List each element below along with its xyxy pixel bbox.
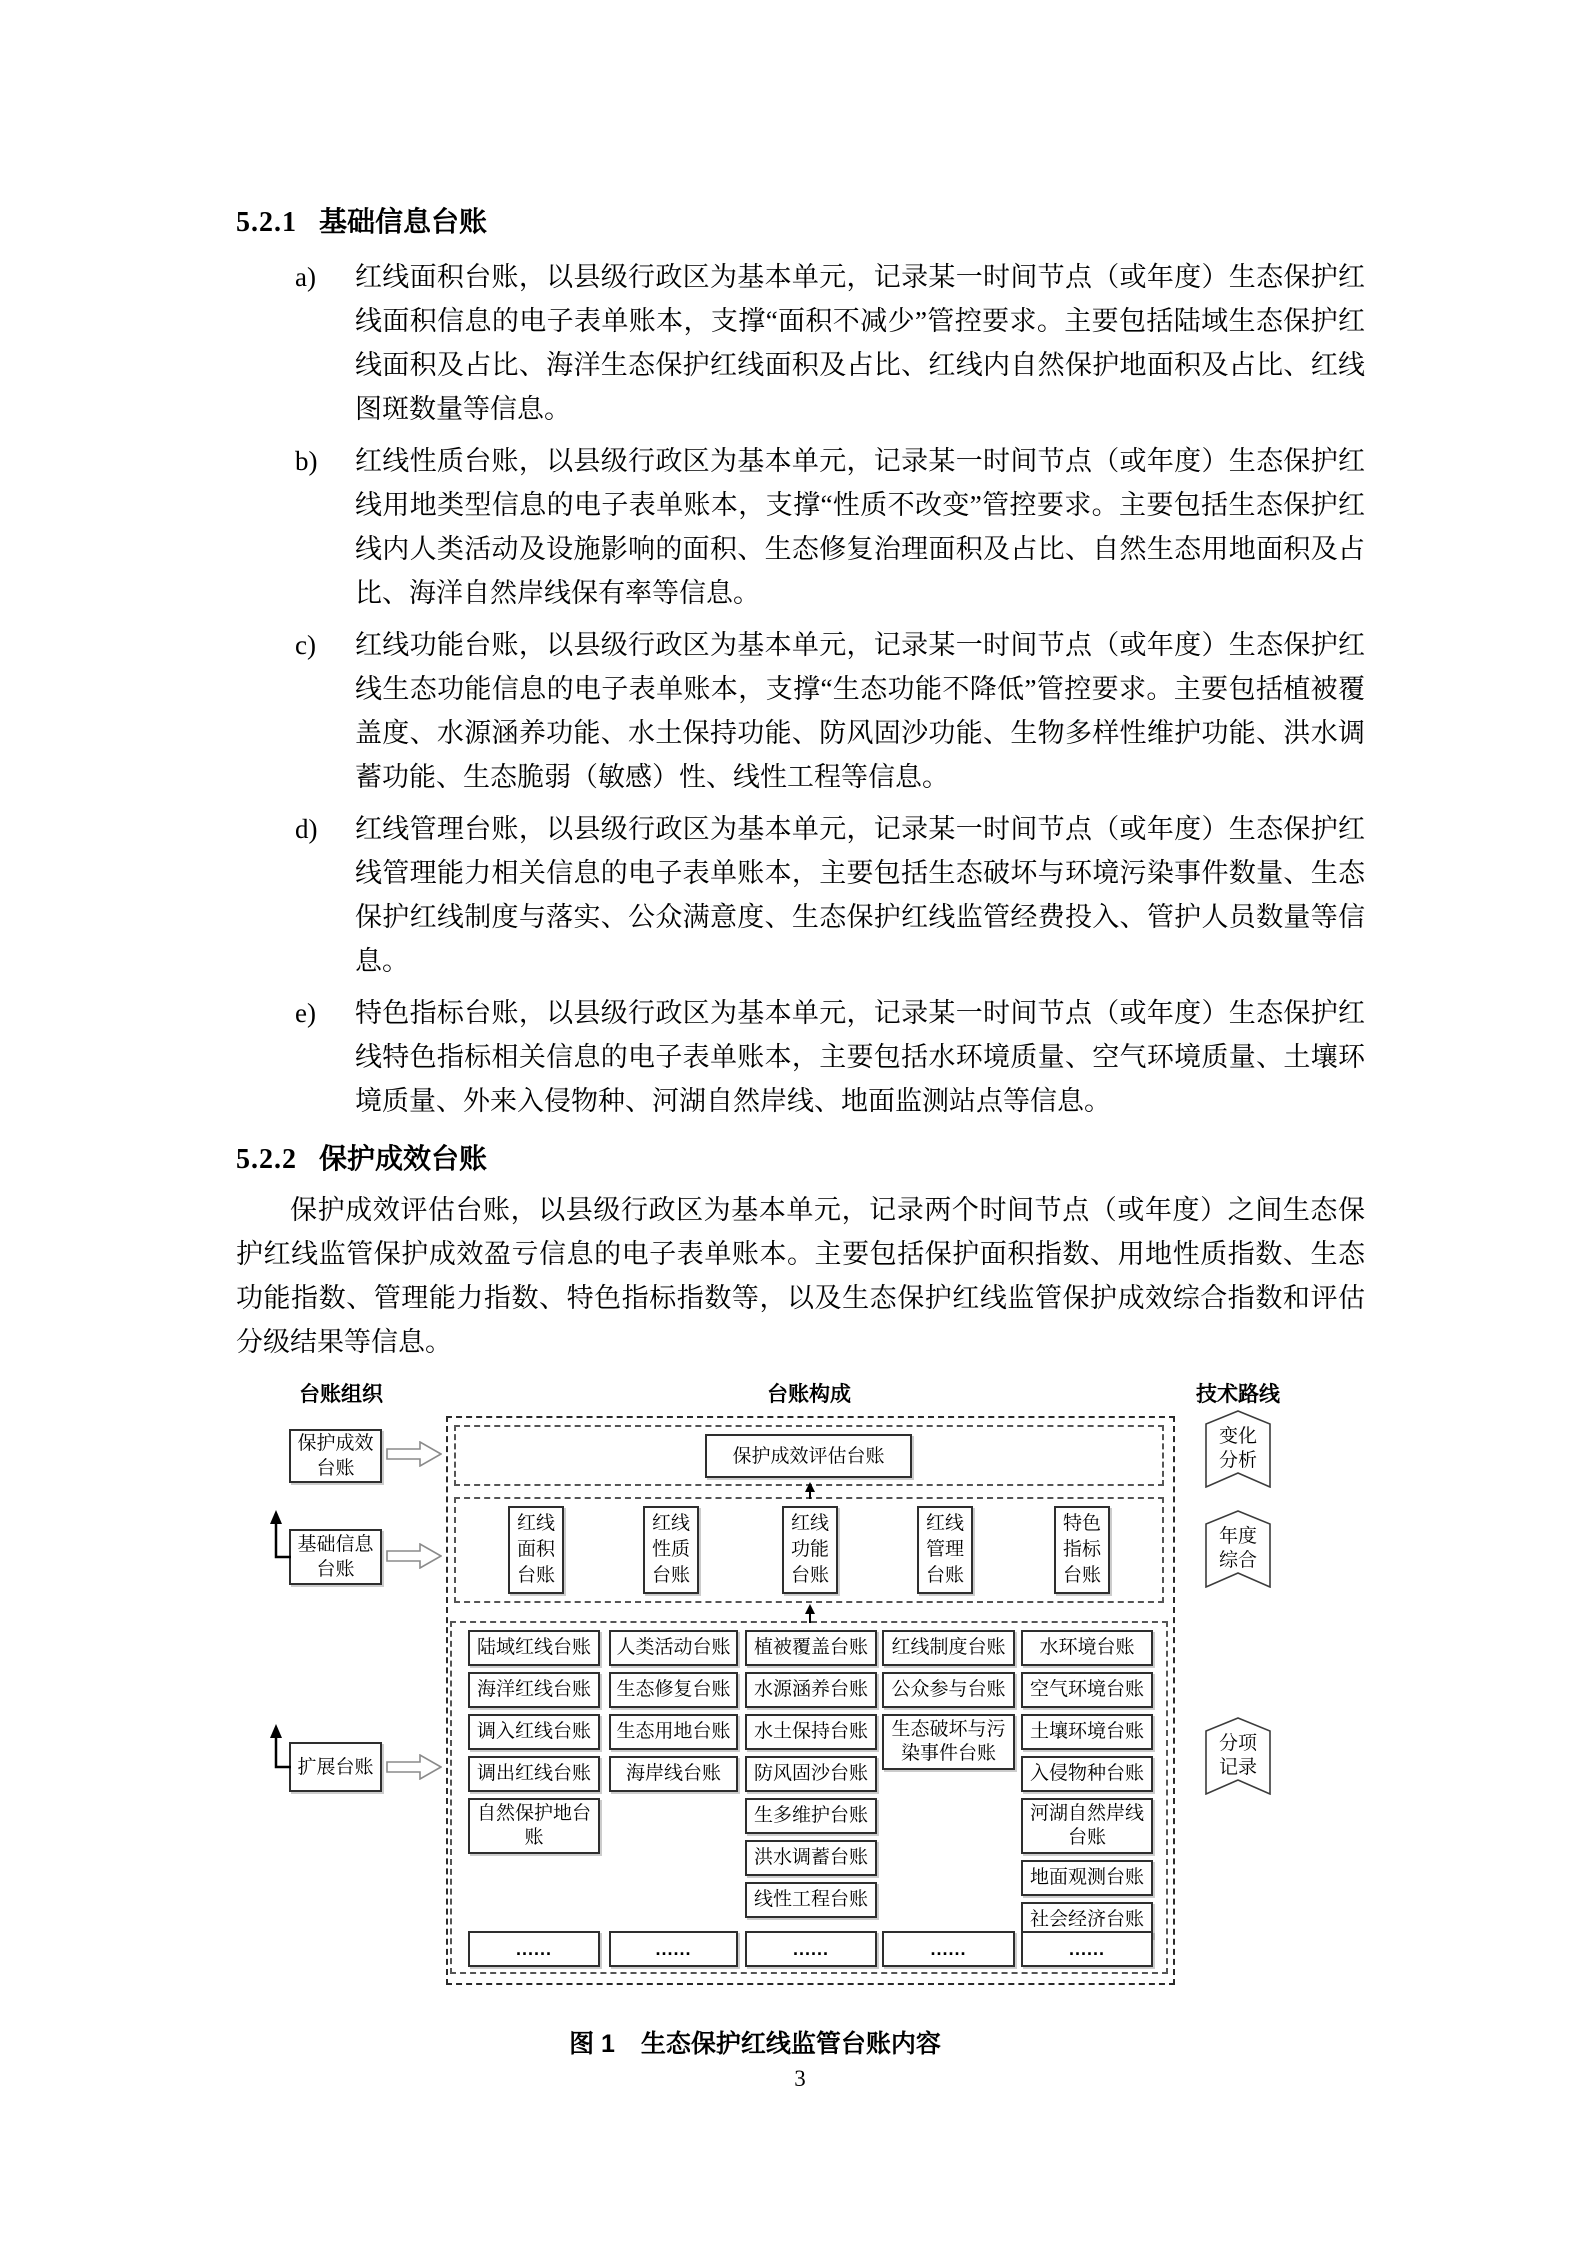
list-item-b <box>236 439 1365 615</box>
hollow-right-arrow-icon <box>386 1754 442 1780</box>
route-banner-change-analysis <box>1205 1410 1271 1488</box>
list-marker: c) <box>295 630 316 660</box>
figure-caption-label: 图 1 <box>569 2030 615 2058</box>
detail-column-area <box>468 1630 600 1854</box>
category-box-management: 红线管理台账 <box>917 1506 973 1594</box>
detail-box: 土壤环境台账 <box>1021 1714 1153 1750</box>
detail-column-nature <box>609 1630 738 1792</box>
detail-box: 调入红线台账 <box>468 1714 600 1750</box>
up-arrow <box>803 1482 817 1499</box>
detail-box: 海洋红线台账 <box>468 1672 600 1708</box>
detail-box: 自然保护地台账 <box>468 1798 600 1854</box>
section-paragraph: 保护成效评估台账，以县级行政区为基本单元，记录两个时间节点（或年度）之间生态保护红线监管保护成效盈亏信息的电子表单账本。主要包括保护面积指数、用地性质指数、生态功能指数、管理能力指数、特色指标指数等，以及生态保护红线监管保护成效综合指数和评估分级结果等信息。 <box>236 1195 1365 1357</box>
list-item-d <box>236 807 1365 983</box>
figure-diagram <box>230 1378 1410 2018</box>
figure-caption-title: 生态保护红线监管台账内容 <box>640 2030 941 2058</box>
hollow-right-arrow-icon <box>386 1441 442 1467</box>
figure-column-header-org: 台账组织 <box>299 1383 383 1406</box>
detail-box: 陆域红线台账 <box>468 1630 600 1666</box>
category-box-function: 红线功能台账 <box>782 1506 838 1594</box>
list-item-text: 特色指标台账，以县级行政区为基本单元，记录某一时间节点（或年度）生态保护红线特色指标相关信息的电子表单账本，主要包括水环境质量、空气环境质量、土壤环境质量、外来入侵物种、河湖自然岸线、地面监测站点等信息。 <box>355 998 1365 1116</box>
section-number: 5.2.1 <box>236 207 297 238</box>
detail-column-management <box>882 1630 1015 1770</box>
elbow-up-arrow <box>268 1510 292 1562</box>
detail-box: 人类活动台账 <box>609 1630 738 1666</box>
detail-box: 空气环境台账 <box>1021 1672 1153 1708</box>
document-body <box>236 200 1365 1364</box>
route-banner-itemized-record <box>1205 1717 1271 1795</box>
banner-label: 年度综合 <box>1218 1526 1257 1571</box>
detail-box: 防风固沙台账 <box>745 1756 877 1792</box>
org-box-protection-effect: 保护成效台账 <box>289 1429 382 1483</box>
page-number: 3 <box>794 2066 806 2091</box>
detail-box: 生态破坏与污染事件台账 <box>882 1714 1015 1770</box>
org-box-basic-info: 基础信息台账 <box>289 1529 382 1585</box>
category-box-special: 特色指标台账 <box>1054 1506 1110 1594</box>
list-item-text: 红线管理台账，以县级行政区为基本单元，记录某一时间节点（或年度）生态保护红线管理能力相关信息的电子表单账本，主要包括生态破坏与环境污染事件数量、生态保护红线制度与落实、公众满意度、生态保护红线监管经费投入、管护人员数量等信息。 <box>355 814 1365 976</box>
category-box-area: 红线面积台账 <box>508 1506 564 1594</box>
section-heading-5-2-1 <box>236 200 1365 245</box>
detail-box: 植被覆盖台账 <box>745 1630 877 1666</box>
list-marker: e) <box>295 998 316 1028</box>
list-marker: d) <box>295 814 318 844</box>
figure-column-header-composition: 台账构成 <box>767 1383 851 1406</box>
list-item-text: 红线功能台账，以县级行政区为基本单元，记录某一时间节点（或年度）生态保护红线生态功能信息的电子表单账本，支撑“生态功能不降低”管控要求。主要包括植被覆盖度、水源涵养功能、水土保持功能、防风固沙功能、生物多样性维护功能、洪水调蓄功能、生态脆弱（敏感）性、线性工程等信息。 <box>355 630 1365 792</box>
more-box: ...... <box>609 1931 738 1967</box>
detail-box: 社会经济台账 <box>1021 1902 1153 1938</box>
detail-box: 地面观测台账 <box>1021 1860 1153 1896</box>
org-box-extended: 扩展台账 <box>289 1742 382 1792</box>
detail-box: 入侵物种台账 <box>1021 1756 1153 1792</box>
list-item-text: 红线面积台账，以县级行政区为基本单元，记录某一时间节点（或年度）生态保护红线面积信息的电子表单账本，支撑“面积不减少”管控要求。主要包括陆域生态保护红线面积及占比、海洋生态保护红线面积及占比、红线内自然保护地面积及占比、红线图斑数量等信息。 <box>355 262 1365 424</box>
detail-column-special <box>1021 1630 1153 1938</box>
section-title: 保护成效台账 <box>319 1143 488 1174</box>
more-box: ...... <box>468 1931 600 1967</box>
list-item-a <box>236 255 1365 431</box>
detail-box: 生多维护台账 <box>745 1798 877 1834</box>
more-box: ...... <box>882 1931 1015 1967</box>
detail-box: 线性工程台账 <box>745 1882 877 1918</box>
figure-caption <box>0 2024 1510 2060</box>
section-heading-5-2-2 <box>236 1137 1365 1182</box>
figure-column-header-route: 技术路线 <box>1196 1383 1280 1406</box>
banner-label: 变化分析 <box>1218 1426 1257 1471</box>
list-item-text: 红线性质台账，以县级行政区为基本单元，记录某一时间节点（或年度）生态保护红线用地类型信息的电子表单账本，支撑“性质不改变”管控要求。主要包括生态保护红线内人类活动及设施影响的面积、生态修复治理面积及占比、自然生态用地面积及占比、海洋自然岸线保有率等信息。 <box>355 446 1365 608</box>
detail-box: 生态用地台账 <box>609 1714 738 1750</box>
list-marker: a) <box>295 262 316 292</box>
detail-box: 生态修复台账 <box>609 1672 738 1708</box>
category-box-nature: 红线性质台账 <box>643 1506 699 1594</box>
more-box: ...... <box>745 1931 877 1967</box>
list-marker: b) <box>295 446 318 476</box>
detail-box: 调出红线台账 <box>468 1756 600 1792</box>
banner-label: 分项记录 <box>1218 1733 1257 1778</box>
assessment-ledger-box: 保护成效评估台账 <box>705 1434 912 1478</box>
detail-box: 河湖自然岸线台账 <box>1021 1798 1153 1854</box>
detail-box: 海岸线台账 <box>609 1756 738 1792</box>
up-arrow <box>803 1604 817 1623</box>
detail-box: 红线制度台账 <box>882 1630 1015 1666</box>
hollow-right-arrow-icon <box>386 1543 442 1569</box>
detail-box: 水土保持台账 <box>745 1714 877 1750</box>
detail-box: 洪水调蓄台账 <box>745 1840 877 1876</box>
detail-box: 水环境台账 <box>1021 1630 1153 1666</box>
list-item-c <box>236 623 1365 799</box>
section-title: 基础信息台账 <box>319 206 488 237</box>
list-item-e <box>236 991 1365 1123</box>
detail-box: 水源涵养台账 <box>745 1672 877 1708</box>
section-number: 5.2.2 <box>236 1144 297 1175</box>
detail-box: 公众参与台账 <box>882 1672 1015 1708</box>
detail-column-function <box>745 1630 877 1918</box>
more-box: ...... <box>1021 1931 1153 1967</box>
route-banner-annual-synthesis <box>1205 1510 1271 1588</box>
elbow-up-arrow <box>268 1724 292 1772</box>
